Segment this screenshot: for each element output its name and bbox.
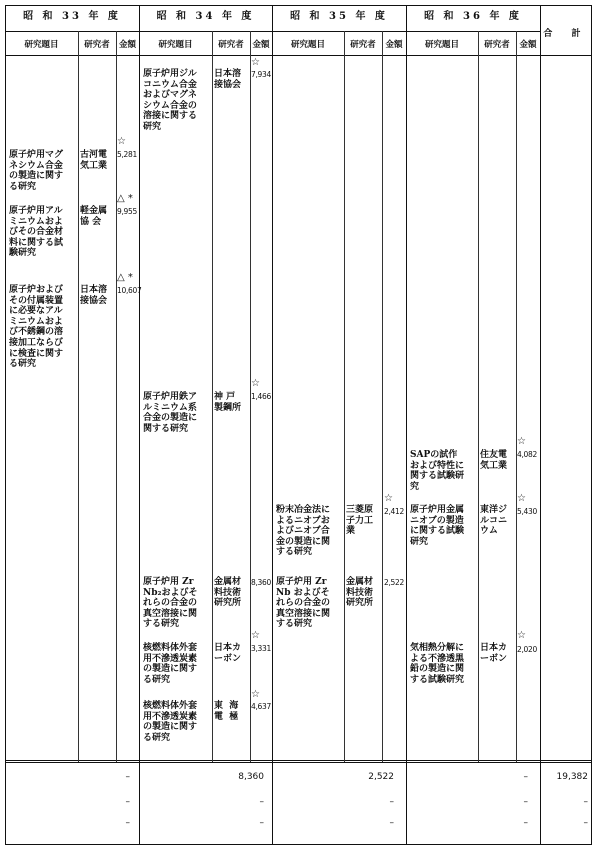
col-header-org: 研究者	[350, 40, 376, 50]
star-icon: ☆	[517, 630, 526, 641]
total-cell: –	[125, 797, 130, 807]
total-header: 合 計	[543, 29, 589, 39]
entry-amount: 5,281	[117, 150, 137, 159]
total-cell: –	[125, 818, 130, 828]
entry-theme: 原子炉用鉄ア ルミニウム系 合金の製造に 関する研究	[143, 392, 198, 434]
entry-amount: 2,522	[384, 578, 404, 587]
col-header-org: 研究者	[218, 40, 244, 50]
year-divider	[272, 5, 273, 845]
entry-org: 古河電 気工業	[80, 150, 108, 171]
year-header-33: 昭 和 33 年 度	[23, 11, 121, 22]
entry-org: 金属材 料技術 研究所	[346, 577, 374, 609]
year-divider	[139, 5, 140, 845]
table-frame	[5, 5, 592, 845]
star-icon: ☆	[517, 436, 526, 447]
total-cell: –	[523, 818, 528, 828]
entry-theme: 原子炉用マグ ネシウム合金 の製造に関す る研究	[9, 150, 64, 192]
col-header-theme: 研究題目	[290, 40, 325, 50]
entry-theme: 原子炉および その付属装置 に必要なアル ミニウムおよ び不銹鋼の溶 接加工ならび に検査に関す る研究	[9, 285, 64, 370]
entry-amount: 4,082	[517, 450, 537, 459]
entry-theme: SAPの試作 および特性に 関する試験研 究	[410, 450, 465, 492]
entry-amount: 1,466	[251, 392, 271, 401]
col-header-org: 研究者	[484, 40, 510, 50]
star-icon: ☆	[251, 689, 260, 700]
year-divider	[406, 5, 407, 845]
col-divider	[382, 31, 383, 762]
totals-top-rule	[5, 760, 592, 763]
total-cell: –	[125, 772, 130, 782]
star-icon: ☆	[251, 630, 260, 641]
star-icon: ☆	[251, 57, 260, 68]
entry-theme: 核燃料体外套 用不滲透炭素 の製造に関す る研究	[143, 701, 198, 743]
entry-amount: 7,934	[251, 70, 271, 79]
year-header-36: 昭 和 36 年 度	[424, 11, 522, 22]
total-cell: 19,382	[556, 772, 588, 782]
total-cell: –	[523, 772, 528, 782]
star-icon: ☆	[117, 136, 126, 147]
entry-org: 住友電 気工業	[480, 450, 508, 471]
entry-org: 日本溶 接協会	[214, 69, 242, 90]
total-cell: –	[389, 797, 394, 807]
col-header-theme: 研究題目	[424, 40, 459, 50]
year-header-34: 昭 和 34 年 度	[156, 11, 255, 22]
entry-org: 軽金属 協 会	[80, 206, 108, 227]
triangle-icon: △ *	[117, 193, 133, 204]
col-header-amount: 金額	[252, 40, 270, 50]
total-cell: –	[259, 797, 264, 807]
col-header-theme: 研究題目	[24, 40, 59, 50]
total-cell: –	[523, 797, 528, 807]
entry-org: 日本カ ーボン	[480, 643, 508, 664]
entry-theme: 原子炉用 Zr Nb およびそ れらの合金の 真空溶接に関 する研究	[276, 577, 331, 630]
col-header-amount: 金額	[385, 40, 403, 50]
entry-org: 神 戸 製鋼所	[214, 392, 242, 413]
total-cell: –	[259, 818, 264, 828]
entry-amount: 4,637	[251, 702, 271, 711]
entry-org: 日本溶 接協会	[80, 285, 108, 306]
entry-amount: 2,020	[517, 645, 537, 654]
entry-theme: 原子炉用アル ミニウムおよ びその合金材 料に関する試 験研究	[9, 206, 64, 259]
total-cell: –	[389, 818, 394, 828]
col-divider	[344, 31, 345, 762]
entry-theme: 原子炉用 Zr Nb₂およびそ れらの合金の 真空溶接に関 する研究	[143, 577, 198, 630]
col-divider	[78, 31, 79, 762]
entry-amount: 9,955	[117, 207, 137, 216]
entry-org: 金属材 料技術 研究所	[214, 577, 242, 609]
star-icon: ☆	[517, 493, 526, 504]
total-cell: 8,360	[238, 772, 264, 782]
total-cell: –	[583, 797, 588, 807]
entry-theme: 気相熱分解に よる不滲透黒 鉛の製造に関 する試験研究	[410, 643, 465, 685]
entry-org: 三菱原 子力工 業	[346, 505, 374, 537]
star-icon: ☆	[251, 378, 260, 389]
entry-amount: 5,430	[517, 507, 537, 516]
entry-amount: 10,607	[117, 286, 142, 295]
col-divider	[478, 31, 479, 762]
triangle-icon: △ *	[117, 272, 133, 283]
entry-theme: 核燃料体外套 用不滲透炭素 の製造に関す る研究	[143, 643, 198, 685]
entry-theme: 原子炉用金属 ニオブの製造 に関する試験 研究	[410, 505, 465, 547]
entry-org: 東洋ジ ルコニ ウム	[480, 505, 508, 537]
entry-amount: 8,360	[251, 578, 271, 587]
year-divider	[540, 5, 541, 845]
entry-theme: 原子炉用ジル コニウム合金 およびマグネ シウム合金の 溶接に関する 研究	[143, 69, 198, 132]
col-header-theme: 研究題目	[158, 40, 193, 50]
entry-org: 日本カ ーボン	[214, 643, 242, 664]
entry-theme: 粉末冶金法に よるニオブお よびニオブ合 金の製造に関 する研究	[276, 505, 331, 558]
col-header-amount: 金額	[118, 40, 136, 50]
col-divider	[212, 31, 213, 762]
star-icon: ☆	[384, 493, 393, 504]
total-cell: 2,522	[368, 772, 394, 782]
year-header-35: 昭 和 35 年 度	[290, 11, 388, 22]
total-cell: –	[583, 818, 588, 828]
entry-amount: 2,412	[384, 507, 404, 516]
header-bottom-rule	[5, 55, 592, 56]
col-header-org: 研究者	[84, 40, 110, 50]
entry-amount: 3,331	[251, 644, 271, 653]
entry-org: 東 海 電 極	[214, 701, 239, 722]
col-header-amount: 金額	[519, 40, 537, 50]
